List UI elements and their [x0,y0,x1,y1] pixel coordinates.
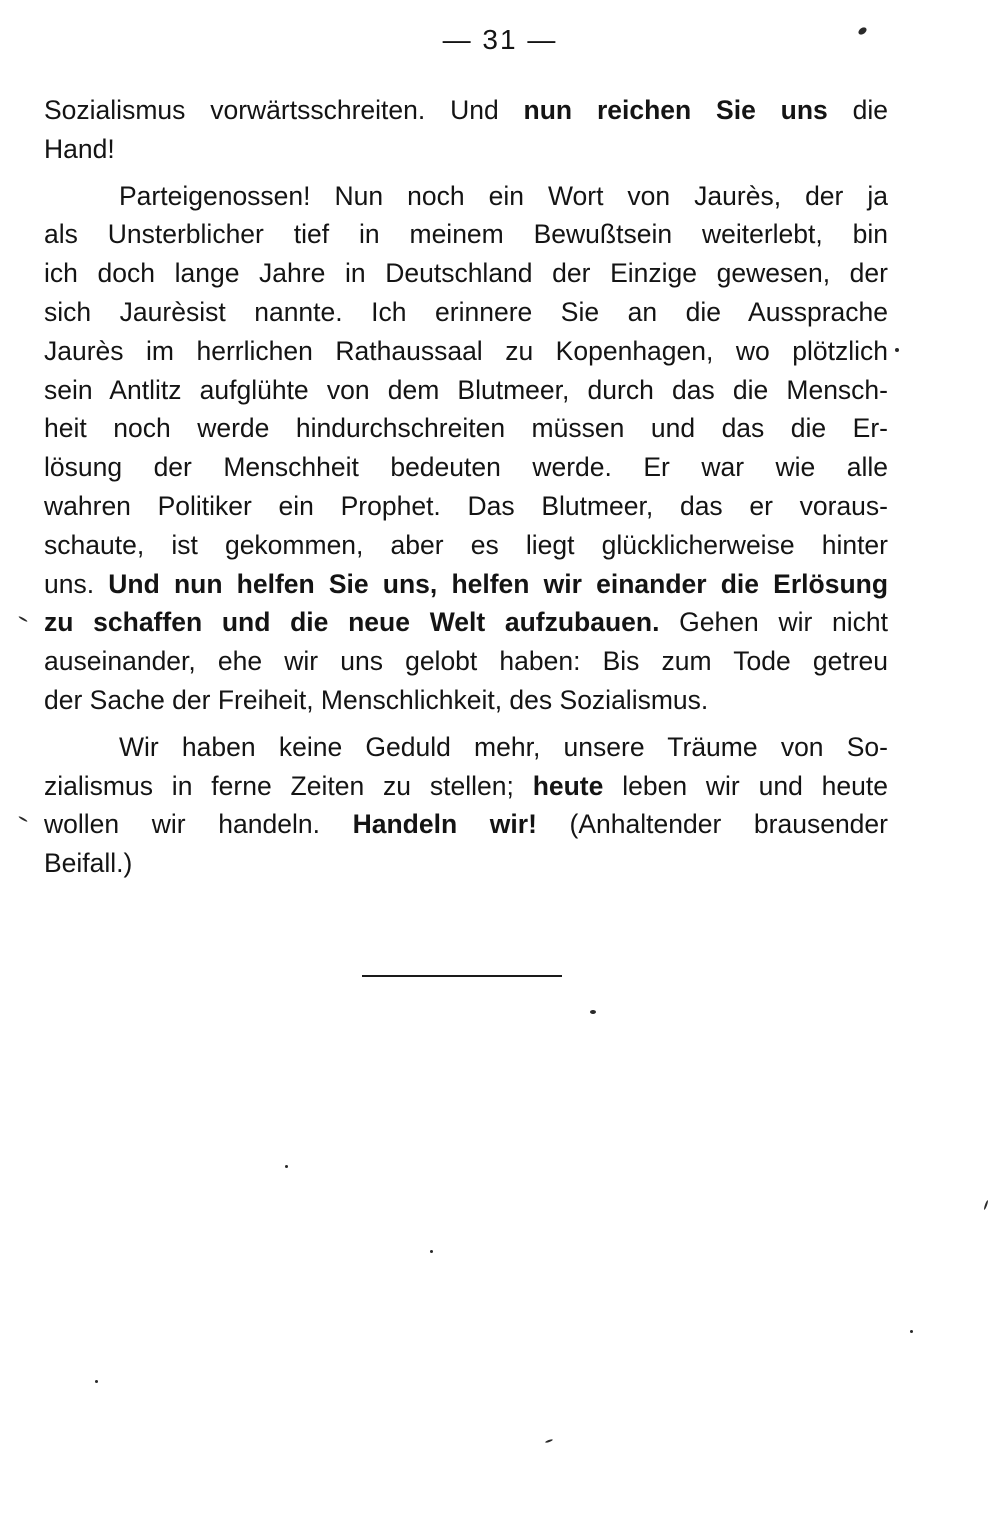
page-number: — 31 — [442,24,558,55]
text-line [44,603,888,642]
paragraph-gap [44,720,888,728]
text-segment: leben wir und heute [603,770,888,801]
text-segment: lösung der Menschheit bedeuten werde. Er war wie alle [44,452,888,483]
text-segment: Sozialismus vorwärtsschreiten. Und [44,95,524,125]
text-segment: Jaurès im herrlichen Rathaussaal zu Kopenhagen, wo plötzlich [44,335,888,366]
text-segment: wollen wir handeln. [44,809,353,840]
text-line [44,254,888,293]
text-line [44,805,888,844]
scan-speck [18,816,28,823]
text-segment: auseinander, ehe wir uns gelobt haben: Bis zum Tode getreu [44,646,888,677]
text-line [44,642,888,681]
bold-text: heute [532,770,604,801]
text-segment: Parteigenossen! Nun noch ein Wort von Jaurès, der ja [119,180,888,211]
text-line [44,215,888,254]
text-segment: als Unsterblicher tief in meinem Bewußtsein weiterlebt, bin [44,219,888,250]
scan-speck [545,1439,553,1444]
text-line [44,565,888,604]
text-segment: sein Antlitz aufglühte von dem Blutmeer, durch das die Mensch- [44,374,888,405]
scan-speck [590,1010,596,1014]
text-segment: (Anhaltender brausender [536,809,888,840]
text-line [44,844,888,883]
text-line [44,332,888,371]
text-segment: die [827,95,889,125]
text-segment: Gehen wir nicht [659,607,888,638]
text-line [44,526,888,565]
text-segment: ich doch lange Jahre in Deutschland der Einzige gewesen, der [44,258,888,289]
bold-text: nun reichen Sie uns [523,95,828,125]
scan-speck [430,1250,433,1253]
paragraph [44,91,888,169]
text-line [44,767,888,806]
section-end-rule [362,975,562,977]
text-line [44,293,888,332]
text-line [44,177,888,216]
text-line [44,409,888,448]
text-segment: Hand! [44,133,115,164]
body-text [44,91,888,883]
scan-speck [895,348,899,352]
bold-text: Handeln wir! [352,809,537,840]
text-segment: der Sache der Freiheit, Menschlichkeit, des Sozialismus. [44,684,709,715]
text-segment: wahren Politiker ein Prophet. Das Blutmeer, das er voraus- [44,490,888,521]
text-line [44,487,888,526]
text-line [44,728,888,767]
text-segment: Beifall.) [44,848,133,879]
bold-text: zu schaffen und die neue Welt aufzubauen. [44,607,660,638]
text-segment: schaute, ist gekommen, aber es liegt glücklicherweise hinter [44,529,888,560]
scan-speck [95,1380,98,1383]
paragraph [44,177,888,720]
text-segment: heit noch werde hindurchschreiten müssen und das die Er- [44,413,888,444]
text-line [44,130,888,169]
paragraph-gap [44,169,888,177]
text-segment: Wir haben keine Geduld mehr, unsere Träume von So- [119,731,888,762]
scan-speck [18,616,28,623]
text-line [44,448,888,487]
bold-text: Und nun helfen Sie uns, helfen wir einander die Erlösung [108,568,889,599]
scan-speck [285,1165,288,1168]
text-segment: uns. [44,568,109,599]
text-segment: sich Jaurèsist nannte. Ich erinnere Sie an die Aussprache [44,296,888,327]
scan-speck [983,1200,988,1210]
text-line [44,681,888,720]
text-segment: zialismus in ferne Zeiten zu stellen; [44,770,533,801]
text-line [44,371,888,410]
paragraph [44,728,888,883]
scan-speck [910,1330,913,1333]
text-line [44,91,888,130]
